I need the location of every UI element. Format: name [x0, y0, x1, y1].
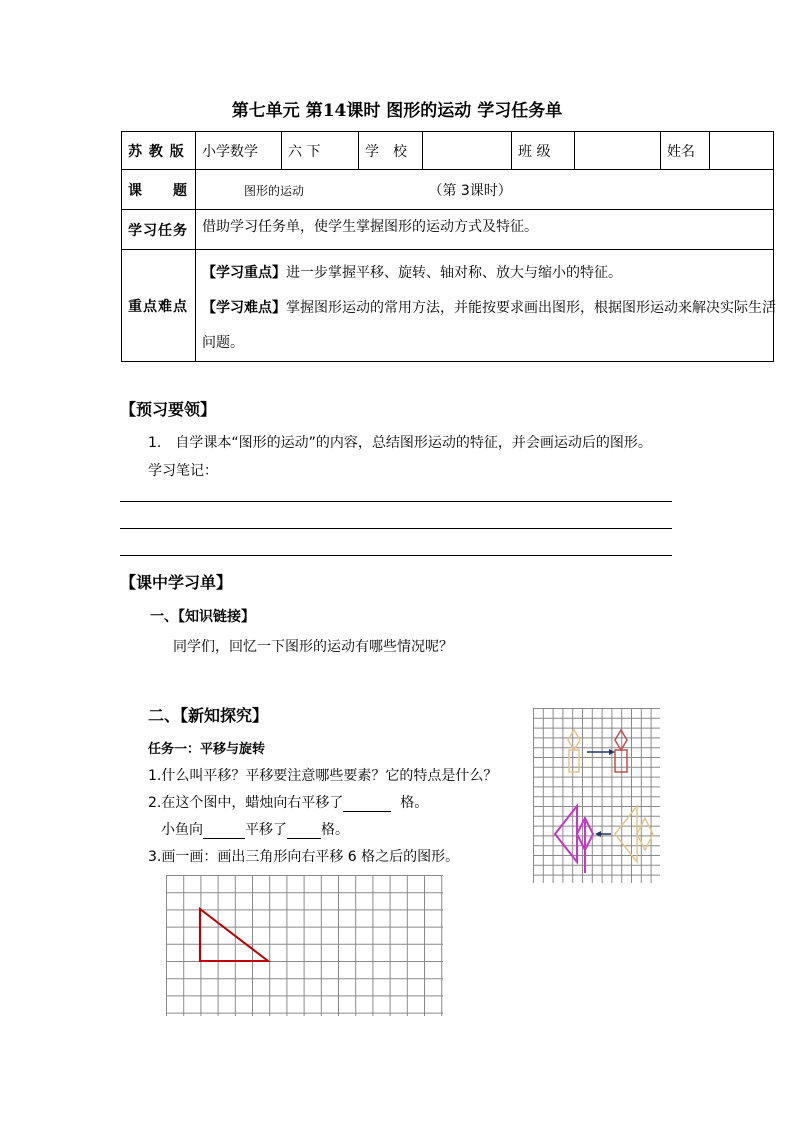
classwork-heading: 【课中学习单】	[120, 573, 233, 592]
explore-heading: 二、【新知探究】	[148, 706, 269, 725]
info-table	[121, 131, 774, 362]
notes-line-1[interactable]	[120, 501, 672, 502]
question-2-text-e: 格。	[321, 822, 349, 838]
triangle-drawing-grid[interactable]	[166, 875, 444, 1017]
notes-line-2[interactable]	[120, 528, 672, 529]
task-label: 学习任务	[122, 210, 196, 250]
question-3: 3.画一画：画出三角形向右平移 6 格之后的图形。	[148, 849, 460, 865]
name-label: 姓名	[661, 132, 710, 170]
preview-item-1: 1. 自学课本“图形的运动”的内容，总结图形运动的特征，并会画运动后的图形。	[148, 435, 652, 451]
class-label: 班 级	[512, 132, 575, 170]
school-label: 学 校	[359, 132, 423, 170]
fish-direction-blank[interactable]	[203, 824, 245, 839]
preview-heading: 【预习要领】	[120, 400, 217, 419]
class-value-cell[interactable]	[575, 132, 661, 170]
notes-label: 学习笔记：	[148, 463, 218, 479]
difficulty-text-1: 掌握图形运动的常用方法，并能按要求画出图形，根据图形运动来解决实际生活	[286, 300, 776, 316]
difficulty-text-2: 问题。	[202, 335, 244, 351]
candle-body-moved	[615, 750, 627, 772]
page-title: 第七单元 第14课时 图形的运动 学习任务单	[231, 101, 563, 121]
figure-grid	[533, 708, 660, 883]
question-2-text-b: 格。	[400, 795, 429, 811]
keypoint-label: 重点难点	[122, 250, 196, 362]
candle-flame-original	[568, 730, 580, 750]
question-2-text-c: 小鱼向	[161, 822, 203, 838]
candle-body-original	[569, 750, 579, 772]
triangle-shape	[200, 909, 268, 961]
name-value-cell[interactable]	[710, 132, 774, 170]
topic-label: 课 题	[122, 170, 196, 210]
candle-steps-blank[interactable]	[343, 797, 391, 812]
keypoint-text: 进一步掌握平移、旋转、轴对称、放大与缩小的特征。	[286, 265, 622, 281]
notes-line-3[interactable]	[120, 555, 672, 556]
topic-period: （第 3课时）	[428, 182, 512, 199]
fish-head-moved	[555, 806, 577, 862]
candle-flame-moved	[615, 730, 627, 750]
topic-cell	[196, 170, 774, 210]
task1-heading: 任务一：平移与旋转	[148, 742, 266, 757]
question-2-text-d: 平移了	[245, 822, 287, 838]
question-2-text-a: 2.在这个图中，蜡烛向右平移了	[148, 795, 344, 811]
fish-head-original	[615, 806, 637, 862]
keypoint-tag: 【学习重点】	[202, 265, 286, 281]
knowledge-link-heading: 一、【知识链接】	[150, 609, 255, 625]
question-2	[148, 792, 428, 812]
fish-steps-blank[interactable]	[287, 824, 321, 839]
topic-value: 图形的运动	[244, 183, 305, 198]
knowledge-link-text: 同学们，回忆一下图形的运动有哪些情况呢？	[173, 639, 453, 655]
translation-figure	[533, 708, 661, 884]
question-1: 1.什么叫平移？平移要注意哪些要素？它的特点是什么？	[148, 768, 498, 784]
question-2-fish	[161, 819, 349, 839]
difficulty-tag: 【学习难点】	[202, 300, 286, 316]
school-value-cell[interactable]	[423, 132, 512, 170]
drawing-grid-lines	[166, 875, 443, 1016]
task-value: 借助学习任务单，使学生掌握图形的运动方式及特征。	[196, 210, 774, 250]
subject-cell: 小学数学	[196, 132, 282, 170]
grade-cell: 六 下	[282, 132, 359, 170]
keypoint-cell	[196, 250, 774, 362]
publisher-cell: 苏 教 版	[122, 132, 196, 170]
